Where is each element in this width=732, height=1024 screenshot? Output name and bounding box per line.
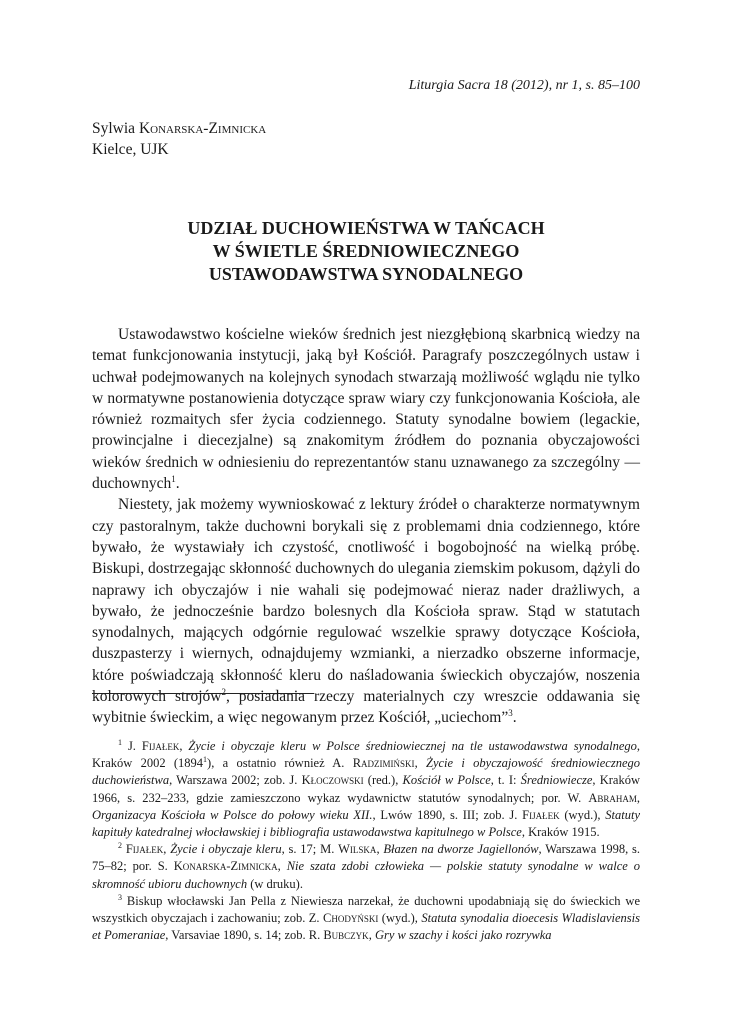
footnote-text: , Kraków 1966, s. 232–233, gdzie zamieszczono wykaz wydawnictw statutów synodalnych; por. W. bbox=[92, 773, 640, 805]
footnote-text: (wyd.), bbox=[559, 807, 606, 822]
author-first-name: Sylwia bbox=[92, 120, 139, 137]
cited-title: Życie i obyczaje kleru w Polsce średniowiecznej na tle ustawodawstwa synodalnego bbox=[188, 739, 637, 753]
author-block bbox=[92, 118, 266, 160]
author-affiliation: Kielce, UJK bbox=[92, 141, 169, 158]
paragraph-text: Niestety, jak możemy wywnioskować z lektury źródeł o charakterze normatywnym czy pastoralnym, także duchowni borykali się z problemami dnia codziennego, które bywało, że wystawiały ich czystość, cnotliwość i bogobojność na wielką próbę. Biskupi, dostrzegając skłonność duchownych do ulegania ziemskim pokusom, dążyli do naprawy ich obyczajów i nie wahali się podejmować nieraz nader drażliwych, a bywało, że jednocześnie bardzo bolesnych dla Kościoła spraw. Stąd w statutach synodalnych, mających odgórnie regulować wszelkie sprawy dotyczące Kościoła, duszpasterzy i wiernych, odnajdujemy wzmianki, a nierzadko obszerne informacje, które poświadczają skłonność kleru do naśladowania świeckich obyczajów, noszenia kolorowych strojów bbox=[92, 496, 640, 706]
cited-author: Fijałek bbox=[522, 807, 560, 822]
footnote-text: , bbox=[368, 928, 375, 943]
footnote-number: 2 bbox=[118, 841, 122, 851]
footnote-text: , bbox=[277, 859, 287, 874]
footnote-ref-2[interactable]: 2 bbox=[221, 686, 226, 697]
cited-title: Nie szata zdobi człowieka — polskie statuty synodalne w walce o skromność ubioru duchownych bbox=[92, 859, 641, 891]
footnote-text: , bbox=[636, 790, 640, 805]
footnote-text: , Warszawa 1998, s. 75–82; por. S. bbox=[92, 842, 641, 874]
footnote-text: , t. I: bbox=[490, 773, 521, 788]
cited-author: Kłoczowski bbox=[301, 773, 364, 788]
cited-title: Gry w szachy i kości jako rozrywka bbox=[374, 928, 552, 943]
cited-author: Bubczyk bbox=[323, 928, 369, 943]
journal-citation: Liturgia Sacra 18 (2012), nr 1, s. 85–100 bbox=[408, 78, 640, 93]
title-line-3: USTAWODAWSTWA SYNODALNEGO bbox=[208, 264, 524, 284]
footnote-text: , Kraków 1915. bbox=[521, 825, 600, 840]
cited-title: Statuta synodalia dioecesis Wladislaviensis et Pomeraniae bbox=[92, 911, 640, 943]
paragraph-text: Ustawodawstwo kościelne wieków średnich jest niezgłębioną skarbnicą wiedzy na temat funkcjonowania instytucji, jaką był Kościół. Paragrafy poszczególnych ustaw i uchwał podejmowanych na kolejnych synodach stwarzają możliwość wglądu nie tylko w normatywne postanowienia dotyczące spraw wiary czy funkcjonowania Kościoła, ale również rozmaitych sfer życia codziennego. Statuty synodalne bowiem (legackie, prowincjalne i diecezjalne) są znakomitym źródłem do poznania obyczajowości wieków średnich w odniesieniu do reprezentantów stanu uznawanego za szczególny — duchownych bbox=[92, 326, 640, 493]
footnote-text: , Warszawa 2002; zob. J. bbox=[169, 773, 302, 788]
title-line-2: W ŚWIETLE ŚREDNIOWIECZNEGO bbox=[212, 241, 520, 261]
cited-title: Statuty kapituły katedralnej włocławskiej i bibliografia ustawodawstwa kapitulnego w Polsce bbox=[92, 807, 640, 840]
cited-title: Kościół w Polsce bbox=[402, 773, 491, 788]
author-name bbox=[92, 118, 266, 139]
cited-title: Średniowiecze bbox=[520, 773, 593, 788]
cited-title: Organizacya Kościoła w Polsce do połowy wieku XII. bbox=[92, 807, 373, 822]
footnote-text: (w druku). bbox=[247, 876, 303, 891]
footnote-ref-3[interactable]: 3 bbox=[508, 708, 513, 719]
footnote-text: , bbox=[163, 842, 171, 857]
body-paragraph-1 bbox=[92, 324, 640, 494]
cited-author: Chodyński bbox=[323, 911, 379, 926]
article-title bbox=[92, 217, 640, 286]
footnote-number: 1 bbox=[118, 737, 122, 747]
footnote-text: J. bbox=[122, 739, 142, 753]
paragraph-text: , posiadania rzeczy materialnych czy wreszcie oddawania się wybitnie świeckim, a więc negowanym przez Kościół, „uciechom” bbox=[92, 688, 640, 727]
paragraph-end: . bbox=[175, 475, 180, 493]
footnote-divider bbox=[92, 693, 314, 694]
footnote-1 bbox=[92, 738, 640, 841]
cited-author: Abraham bbox=[588, 790, 637, 805]
author-last-name: Konarska-Zimnicka bbox=[138, 120, 267, 137]
cited-author: Fijałek bbox=[141, 739, 180, 753]
cited-author: Konarska-Zimnicka bbox=[173, 859, 278, 874]
footnote-text: Biskup włocławski Jan Pella z Niewiesza narzekał, że duchowni upodabniają się do świeckich we wszystkich obyczajach i zachowaniu; zob. Z. bbox=[92, 893, 640, 926]
footnote-text: , bbox=[414, 756, 426, 771]
footnote-text: , s. 17; M. bbox=[281, 842, 339, 857]
cited-title: Błazen na dworze Jagiellonów bbox=[383, 842, 539, 857]
title-line-1: UDZIAŁ DUCHOWIEŃSTWA W TAŃCACH bbox=[187, 218, 545, 238]
cited-title: Życie i obyczaje kleru bbox=[170, 842, 282, 857]
footnote-text: , bbox=[179, 739, 189, 753]
cited-author: Radzimiński bbox=[352, 756, 415, 771]
footnote-text: (wyd.), bbox=[378, 911, 422, 926]
cited-author: Wilska bbox=[338, 842, 377, 857]
footnote-text: (red.), bbox=[363, 773, 403, 788]
footnote-2 bbox=[92, 841, 640, 893]
edition-superscript: 1 bbox=[203, 755, 208, 765]
footnote-text: , Varsaviae 1890, s. 14; zob. R. bbox=[165, 928, 324, 943]
cited-title: Życie i obyczajowość średniowiecznego duchowieństwa bbox=[92, 756, 640, 788]
footnote-text: , bbox=[376, 842, 384, 857]
article-body bbox=[92, 324, 640, 729]
footnotes bbox=[92, 738, 640, 944]
footnote-text: ), a ostatnio również A. bbox=[207, 756, 353, 771]
footnote-ref-1[interactable]: 1 bbox=[171, 473, 176, 484]
paragraph-end: . bbox=[512, 709, 517, 727]
cited-author: Fijałek bbox=[125, 842, 164, 857]
footnote-number: 3 bbox=[118, 892, 122, 902]
footnote-text: , Lwów 1890, s. III; zob. J. bbox=[372, 807, 523, 822]
footnote-text: , Kraków 2002 (1894 bbox=[92, 739, 640, 771]
footnote-3 bbox=[92, 893, 640, 945]
